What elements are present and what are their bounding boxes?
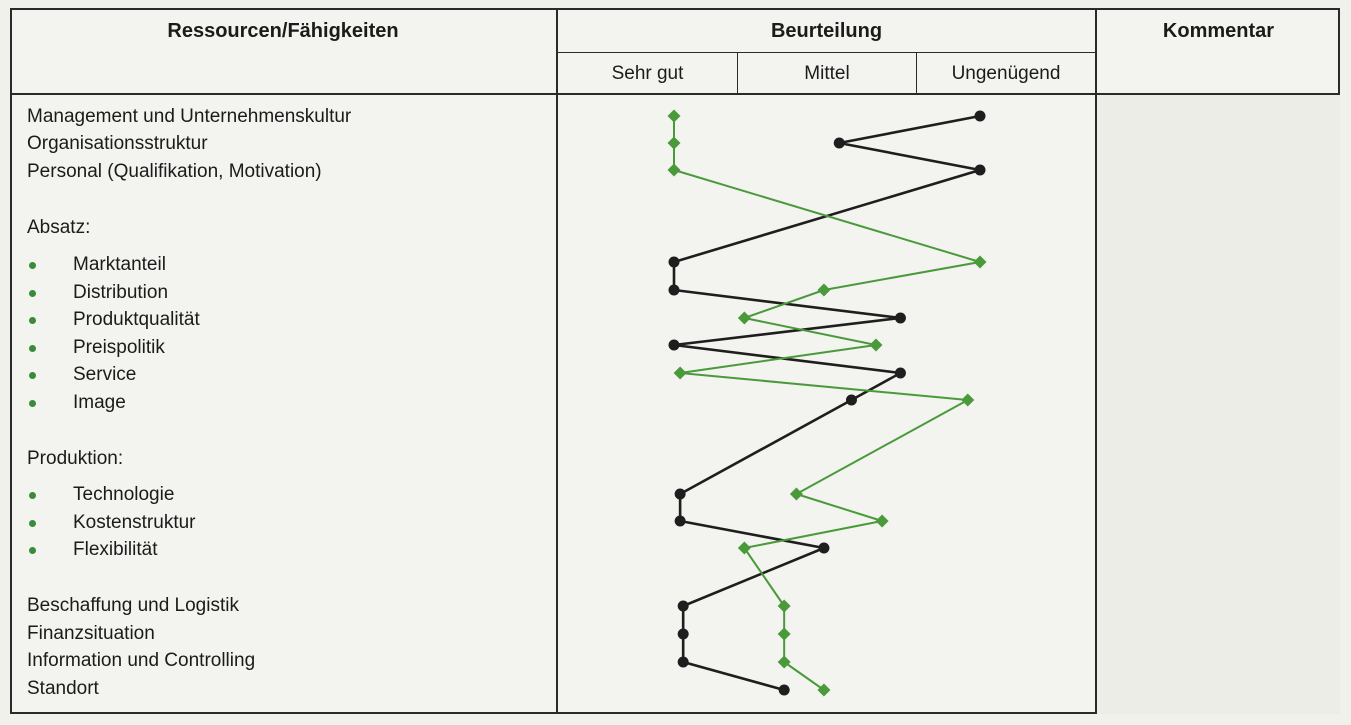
data-point-circle	[675, 489, 686, 500]
data-point-diamond	[668, 137, 681, 150]
row-label: Information und Controlling	[27, 650, 256, 671]
row-label: Beschaffung und Logistik	[27, 595, 239, 616]
header-comment: Kommentar	[1162, 20, 1275, 42]
data-point-diamond	[738, 542, 751, 555]
subheader-ungenuegend: Ungenügend	[951, 63, 1061, 84]
data-point-circle	[669, 340, 680, 351]
section-heading: Produktion:	[27, 448, 124, 469]
data-point-circle	[779, 685, 790, 696]
data-point-diamond	[790, 488, 803, 501]
data-point-circle	[975, 165, 986, 176]
data-point-circle	[846, 395, 857, 406]
data-point-circle	[818, 543, 829, 554]
header-rating: Beurteilung	[770, 20, 883, 42]
data-point-circle	[975, 111, 986, 122]
row-label: Image	[73, 392, 126, 413]
data-point-circle	[895, 313, 906, 324]
row-label: Organisationsstruktur	[27, 133, 208, 154]
row-label: Kostenstruktur	[73, 512, 196, 533]
row-label: Service	[73, 364, 137, 385]
row-label: Standort	[27, 678, 99, 699]
data-point-diamond	[974, 256, 987, 269]
data-point-circle	[669, 257, 680, 268]
data-point-diamond	[668, 110, 681, 123]
data-point-circle	[675, 516, 686, 527]
data-point-diamond	[961, 394, 974, 407]
row-label: Technologie	[73, 484, 175, 505]
data-point-diamond	[778, 656, 791, 669]
data-point-diamond	[668, 164, 681, 177]
section-heading: Absatz:	[27, 217, 91, 238]
subheader-sehr-gut: Sehr gut	[611, 63, 684, 84]
data-point-circle	[678, 657, 689, 668]
data-point-diamond	[778, 628, 791, 641]
row-label: Produktqualität	[73, 309, 200, 330]
subheader-mittel: Mittel	[804, 63, 850, 84]
header-resources: Ressourcen/Fähigkeiten	[167, 20, 399, 42]
data-point-diamond	[869, 339, 882, 352]
data-point-circle	[669, 285, 680, 296]
row-label: Finanzsituation	[27, 623, 155, 644]
row-label: Preispolitik	[73, 337, 165, 358]
data-point-diamond	[876, 515, 889, 528]
data-point-diamond	[738, 312, 751, 325]
data-point-diamond	[817, 284, 830, 297]
data-point-diamond	[817, 684, 830, 697]
data-point-circle	[678, 601, 689, 612]
row-label: Marktanteil	[73, 254, 166, 275]
data-point-diamond	[674, 367, 687, 380]
data-point-circle	[834, 138, 845, 149]
series-line-black	[674, 116, 980, 690]
row-label: Flexibilität	[73, 539, 158, 560]
data-point-diamond	[778, 600, 791, 613]
row-label: Distribution	[73, 282, 169, 303]
data-point-circle	[678, 629, 689, 640]
row-label: Personal (Qualifikation, Motivation)	[27, 161, 322, 182]
series-line-green	[674, 116, 980, 690]
row-label: Management und Unternehmenskultur	[27, 106, 352, 127]
data-point-circle	[895, 368, 906, 379]
